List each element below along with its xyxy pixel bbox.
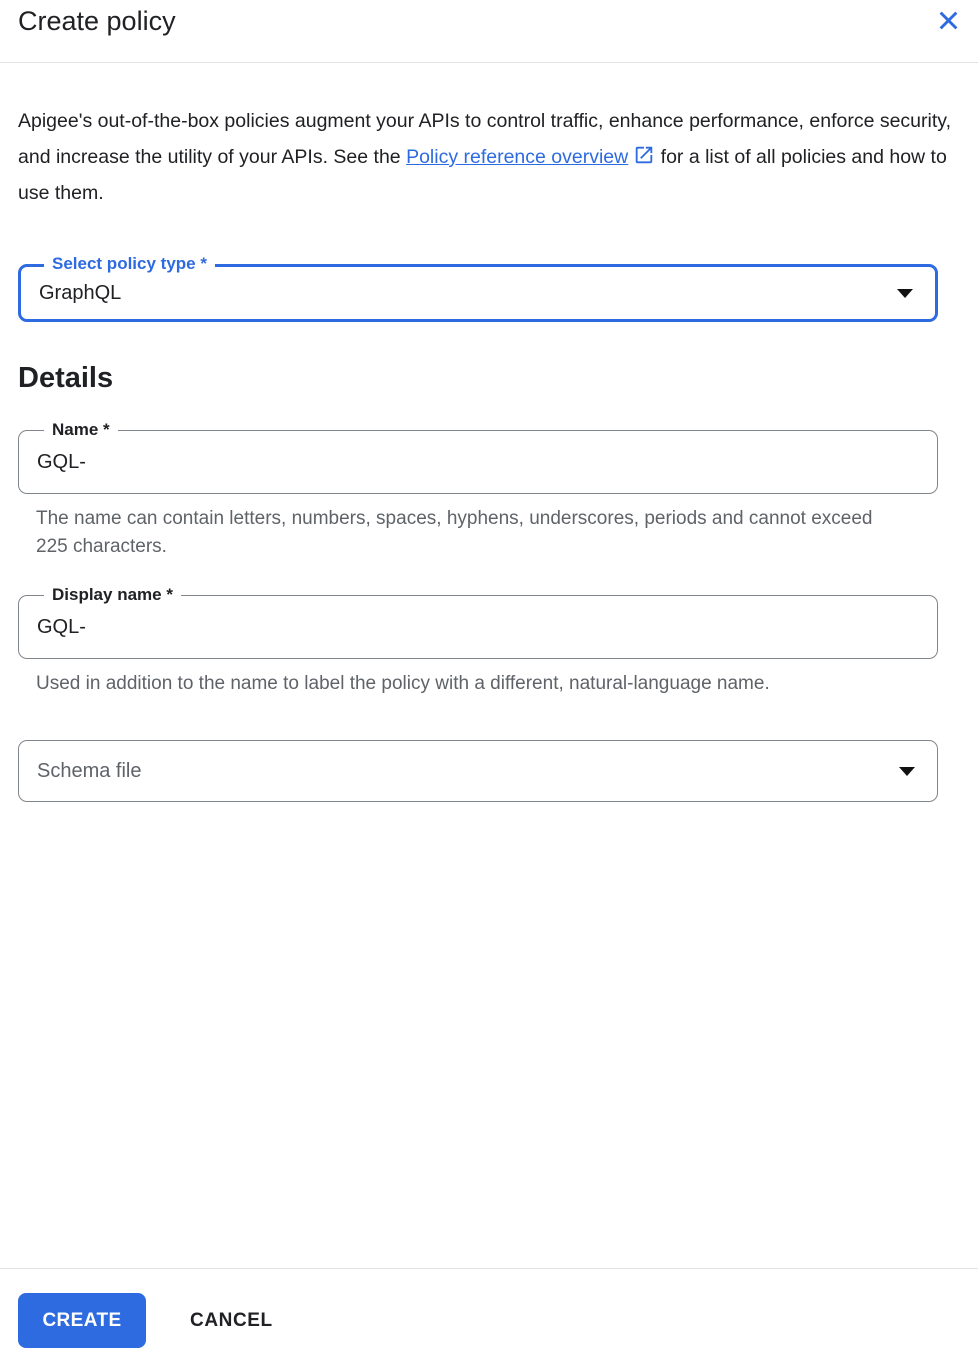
- name-input-box: [18, 430, 938, 494]
- display-name-helper-text: Used in addition to the name to label the policy with a different, natural-language name.: [36, 673, 770, 694]
- name-label: Name *: [44, 419, 118, 440]
- dialog-title: Create policy: [18, 6, 176, 36]
- name-field: [18, 420, 938, 494]
- intro-text-before-link: Apigee's out-of-the-box policies augment your APIs to control traffic, enhance performance, enforce security, and increase the utility of your APIs. See the: [18, 110, 951, 168]
- dialog-header: [0, 0, 978, 63]
- chevron-down-icon: [899, 767, 915, 776]
- policy-type-label: Select policy type *: [44, 253, 215, 274]
- display-name-input[interactable]: [37, 616, 915, 639]
- close-button[interactable]: [934, 6, 962, 34]
- create-button[interactable]: CREATE: [18, 1293, 146, 1348]
- schema-file-label: Schema file: [37, 759, 142, 782]
- policy-type-value: GraphQL: [39, 281, 122, 304]
- display-name-label: Display name *: [44, 584, 181, 605]
- intro-text-after-link: for a list of all policies and how to use them.: [18, 146, 947, 204]
- intro-text: [18, 103, 953, 211]
- schema-file-select-box[interactable]: [18, 740, 938, 802]
- policy-reference-link[interactable]: [406, 146, 628, 168]
- policy-type-select[interactable]: [18, 254, 938, 322]
- dialog-footer: [0, 1268, 978, 1352]
- dialog-body: [0, 103, 978, 802]
- name-input[interactable]: [37, 451, 915, 474]
- name-helper-text: The name can contain letters, numbers, spaces, hyphens, underscores, periods and cannot exceed 225 characters.: [36, 508, 873, 557]
- chevron-down-icon: [897, 289, 913, 298]
- policy-reference-link-label: Policy reference overview: [406, 146, 629, 168]
- cancel-button[interactable]: CANCEL: [190, 1293, 273, 1348]
- close-icon: [935, 7, 962, 34]
- display-name-field: [18, 585, 938, 659]
- details-heading: Details: [18, 362, 114, 394]
- schema-file-select[interactable]: [18, 740, 938, 802]
- external-link-icon: [633, 144, 655, 166]
